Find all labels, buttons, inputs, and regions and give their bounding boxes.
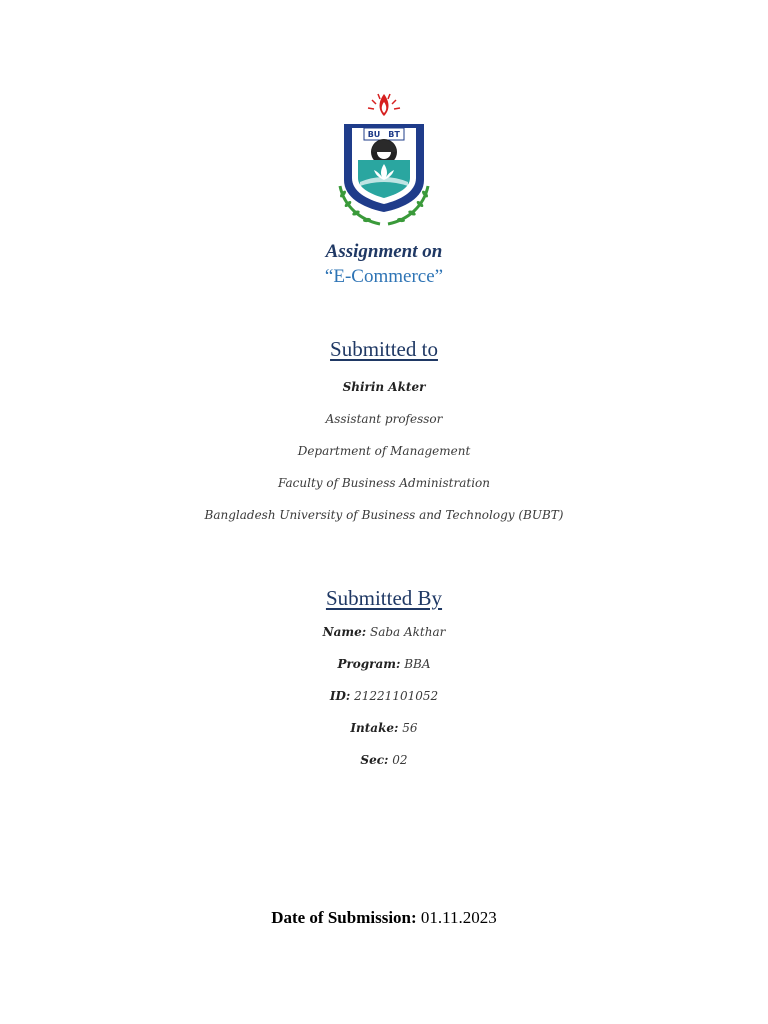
date-label: Date of Submission: — [271, 908, 417, 927]
submitted-to-heading: Submitted to — [330, 337, 438, 361]
field-label: Sec: — [360, 753, 389, 767]
student-id — [0, 689, 768, 703]
logo-text-bt: BT — [388, 130, 400, 139]
field-label: ID: — [329, 689, 351, 703]
submission-date — [0, 908, 768, 928]
student-name — [0, 625, 768, 639]
teacher-department: Department of Management — [297, 444, 471, 458]
field-value: 21221101052 — [354, 689, 439, 703]
teacher-faculty: Faculty of Business Administration — [278, 476, 490, 490]
teacher-university: Bangladesh University of Business and Technology (BUBT) — [204, 508, 564, 522]
student-intake — [0, 721, 768, 735]
field-label: Name: — [322, 625, 367, 639]
field-label: Intake: — [350, 721, 399, 735]
assignment-topic: “E-Commerce” — [324, 266, 444, 287]
field-value: 56 — [402, 721, 418, 735]
date-value: 01.11.2023 — [420, 908, 497, 927]
teacher-name: Shirin Akter — [342, 380, 426, 394]
field-value: BBA — [404, 657, 431, 671]
field-value: Saba Akthar — [369, 625, 446, 639]
student-section — [0, 753, 768, 767]
field-label: Program: — [337, 657, 401, 671]
student-program — [0, 657, 768, 671]
assignment-title: Assignment on — [325, 241, 443, 262]
submitted-by-heading: Submitted By — [325, 586, 443, 610]
teacher-designation: Assistant professor — [325, 412, 443, 426]
logo-text-bu: BU — [367, 130, 381, 139]
university-logo — [334, 90, 434, 230]
field-value: 02 — [392, 753, 408, 767]
